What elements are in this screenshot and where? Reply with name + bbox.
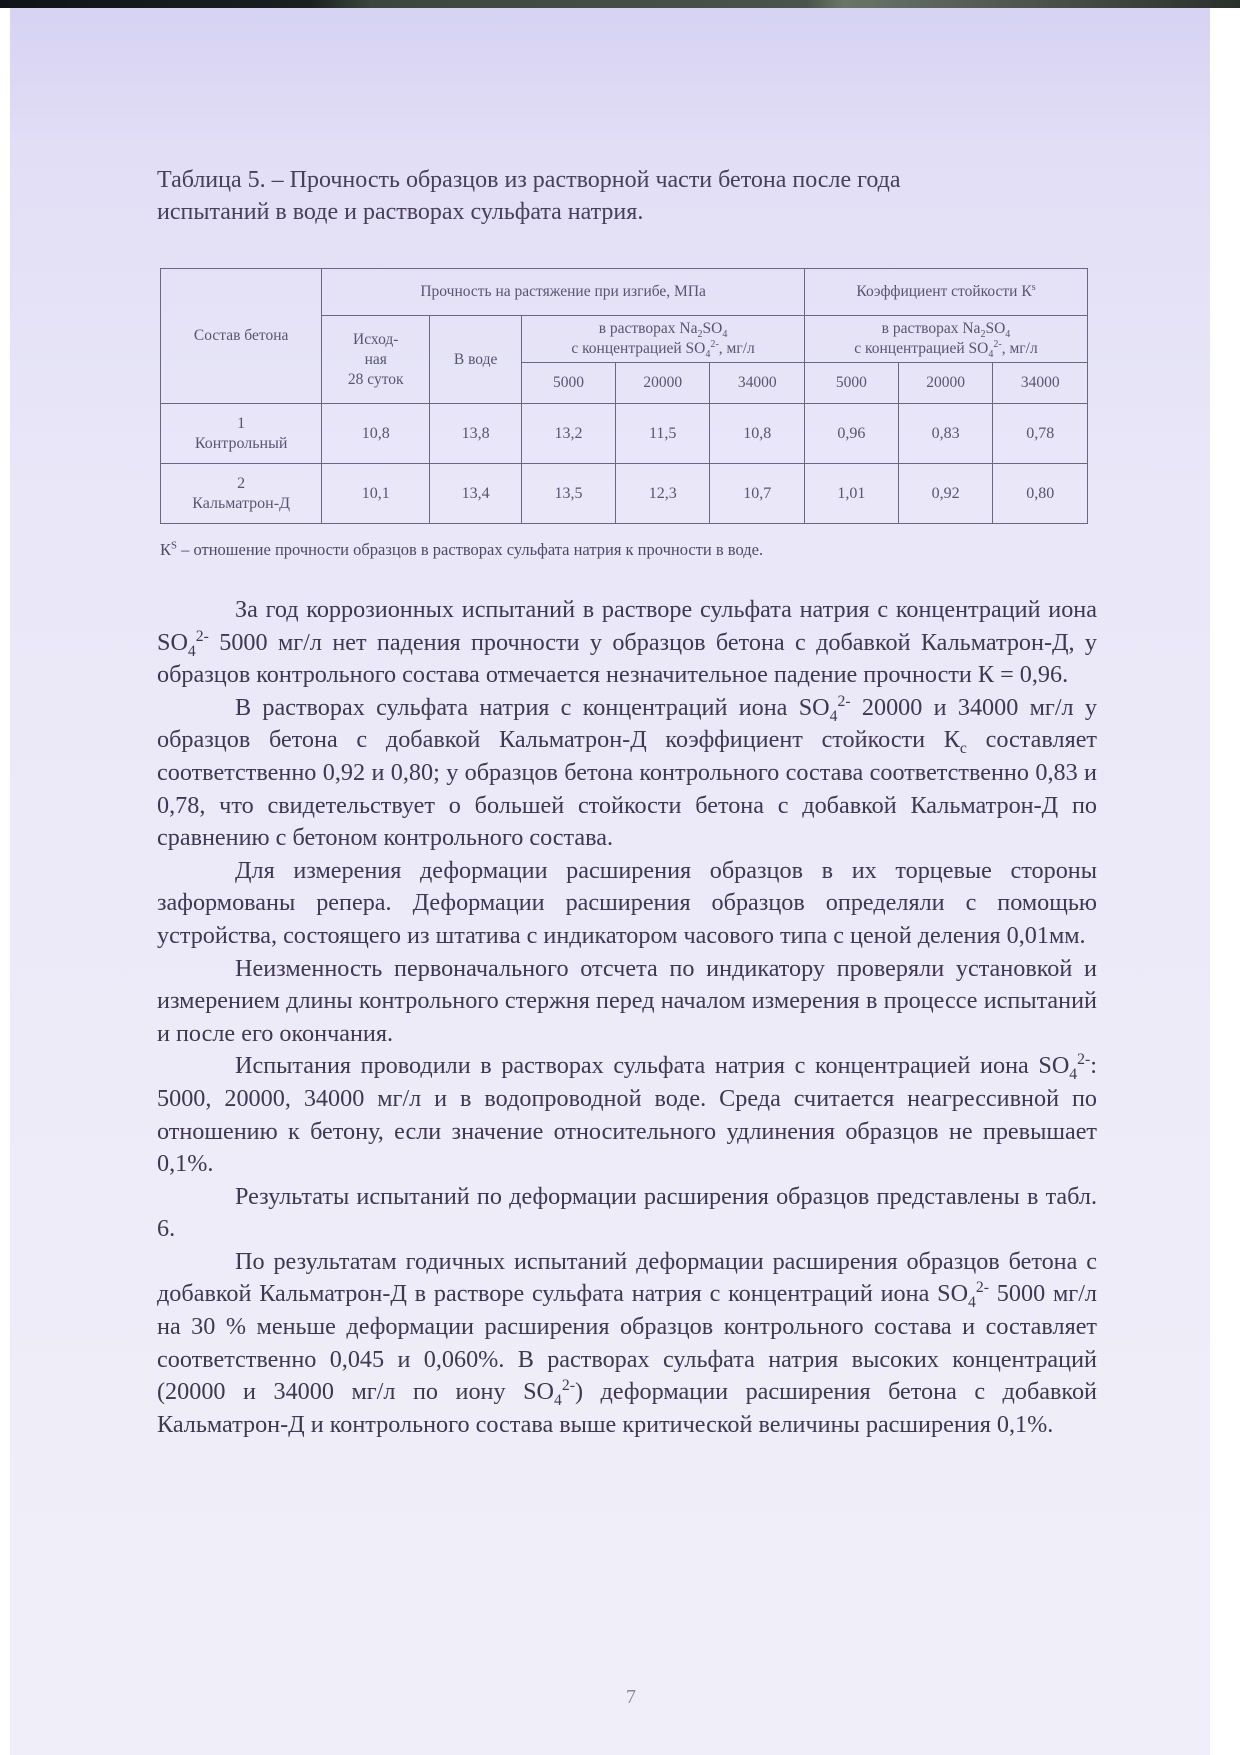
coef-label: Коэффициент стойкости К <box>856 283 1032 300</box>
row-composition <box>161 404 322 464</box>
table-caption <box>157 164 1057 228</box>
cell-coef-34000: 0,80 <box>993 464 1088 524</box>
table-header-row-1 <box>161 269 1088 316</box>
cell-strength-5000: 13,5 <box>522 464 616 524</box>
page-number: 7 <box>626 1686 636 1708</box>
cell-strength-20000: 12,3 <box>615 464 710 524</box>
cell-coef-20000: 0,92 <box>898 464 993 524</box>
paragraph-2: В растворах сульфата натрия с концентраций иона $SO_4^{2-}$ 20000 и 34000 мг/л у образцов бетона с добавкой Кальматрон-Д коэффициент стойкости $К_с$ составляет соответственно 0,92 и 0,80; у образцов бетона контрольного состава соответственно 0,83 и 0,78, что свидетельствует о большей стойкости бетона с добавкой Кальматрон-Д по сравнению с бетоном контрольного состава. <box>157 692 1097 852</box>
paragraph-4: Неизменность первоначального отсчета по индикатору проверяли установкой и измерением длины контрольного стержня перед началом измерения в процессе испытаний и после его окончания. <box>157 954 1097 1047</box>
coef-solutions-line-2: с концентрацией $SO_4^{2-}$, мг/л <box>854 338 1038 361</box>
cell-strength-34000: 10,7 <box>710 464 805 524</box>
header-conc-5000: 5000 <box>522 363 616 404</box>
cell-initial: 10,1 <box>322 464 430 524</box>
cell-water: 13,8 <box>430 404 522 464</box>
table-row <box>161 464 1088 524</box>
header-composition: Состав бетона <box>161 269 322 404</box>
cell-water: 13,4 <box>430 464 522 524</box>
row-composition <box>161 464 322 524</box>
cell-strength-34000: 10,8 <box>710 404 805 464</box>
scan-edge <box>0 0 1240 8</box>
header-coef-conc-34000: 34000 <box>993 363 1088 404</box>
paragraph-7: По результатам годичных испытаний деформации расширения образцов бетона с добавкой Кальматрон-Д в растворе сульфата натрия с концентраций иона $SO_4^{2-}$ 5000 мг/л на 30 % меньше деформации расширения образцов контрольного состава и составляет соответственно 0,045 и 0,060%. В растворах сульфата натрия высоких концентраций (20000 и 34000 мг/л по иону $SO_4^{2-}$) деформации расширения бетона с добавкой Кальматрон-Д и контрольного состава выше критической величины расширения 0,1%. <box>157 1247 1097 1438</box>
initial-line-3: 28 суток <box>347 370 404 388</box>
row-number: 2 <box>237 474 246 492</box>
table-footnote <box>160 540 1090 560</box>
footnote-sup: S <box>171 539 177 552</box>
cell-coef-5000: 0,96 <box>805 404 899 464</box>
cell-initial: 10,8 <box>322 404 430 464</box>
caption-line-1: Таблица 5. – Прочность образцов из растворной части бетона после года <box>157 167 901 193</box>
cell-strength-5000: 13,2 <box>522 404 616 464</box>
paragraph-3: Для измерения деформации расширения образцов в их торцевые стороны заформованы репера. Деформации расширения образцов определяли с помощью устройства, состоящего из штатива с индикатором часового типа с ценой деления 0,01мм. <box>157 856 1097 949</box>
table-row <box>161 404 1088 464</box>
header-strength-group: Прочность на растяжение при изгибе, МПа <box>322 269 805 316</box>
header-strength-solutions <box>522 316 805 363</box>
footnote-symbol: К <box>160 540 172 559</box>
cell-coef-20000: 0,83 <box>898 404 993 464</box>
initial-line-2: ная <box>364 350 387 368</box>
header-coefficient-group <box>805 269 1088 316</box>
row-number: 1 <box>237 414 246 432</box>
coef-solutions-line-1: в растворах $Na_2SO_4$ <box>881 320 1011 341</box>
paragraph-5: Испытания проводили в растворах сульфата натрия с концентрацией иона $SO_4^{2-}$: 5000, 20000, 34000 мг/л и в водопроводной воде. Среда считается неагрессивной по отношению к бетону, если значение относительного удлинения образцов не превышает 0,1%. <box>157 1051 1097 1178</box>
strength-table <box>160 268 1088 524</box>
strength-solutions-line-2: с концентрацией $SO_4^{2-}$, мг/л <box>571 338 755 361</box>
header-coef-conc-5000: 5000 <box>805 363 899 404</box>
cell-coef-34000: 0,78 <box>993 404 1088 464</box>
cell-coef-5000: 1,01 <box>805 464 899 524</box>
paragraph-1: За год коррозионных испытаний в растворе сульфата натрия с концентраций иона $SO_4^{2-}$ 5000 мг/л нет падения прочности у образцов бетона с добавкой Кальматрон-Д, у образцов контрольного состава отмечается незначительное падение прочности К = 0,96. <box>157 596 1097 689</box>
caption-line-2: испытаний в воде и растворах сульфата натрия. <box>157 199 644 225</box>
header-coef-conc-20000: 20000 <box>898 363 993 404</box>
coef-sup: s <box>1031 281 1036 293</box>
strength-solutions-line-1: в растворах $Na_2SO_4$ <box>598 320 728 341</box>
header-coef-solutions <box>805 316 1088 363</box>
row-name: Контрольный <box>194 434 288 452</box>
header-in-water: В воде <box>430 316 522 404</box>
header-conc-20000: 20000 <box>615 363 710 404</box>
row-name: Кальматрон-Д <box>192 494 290 512</box>
cell-strength-20000: 11,5 <box>615 404 710 464</box>
header-conc-34000: 34000 <box>710 363 805 404</box>
body-text <box>157 594 1097 1441</box>
header-initial <box>322 316 430 404</box>
paragraph-6: Результаты испытаний по деформации расширения образцов представлены в табл. 6. <box>157 1182 1097 1243</box>
initial-line-1: Исход- <box>353 330 399 348</box>
footnote-text: – отношение прочности образцов в растворах сульфата натрия к прочности в воде. <box>176 540 764 559</box>
scan-margin <box>1210 8 1240 1755</box>
